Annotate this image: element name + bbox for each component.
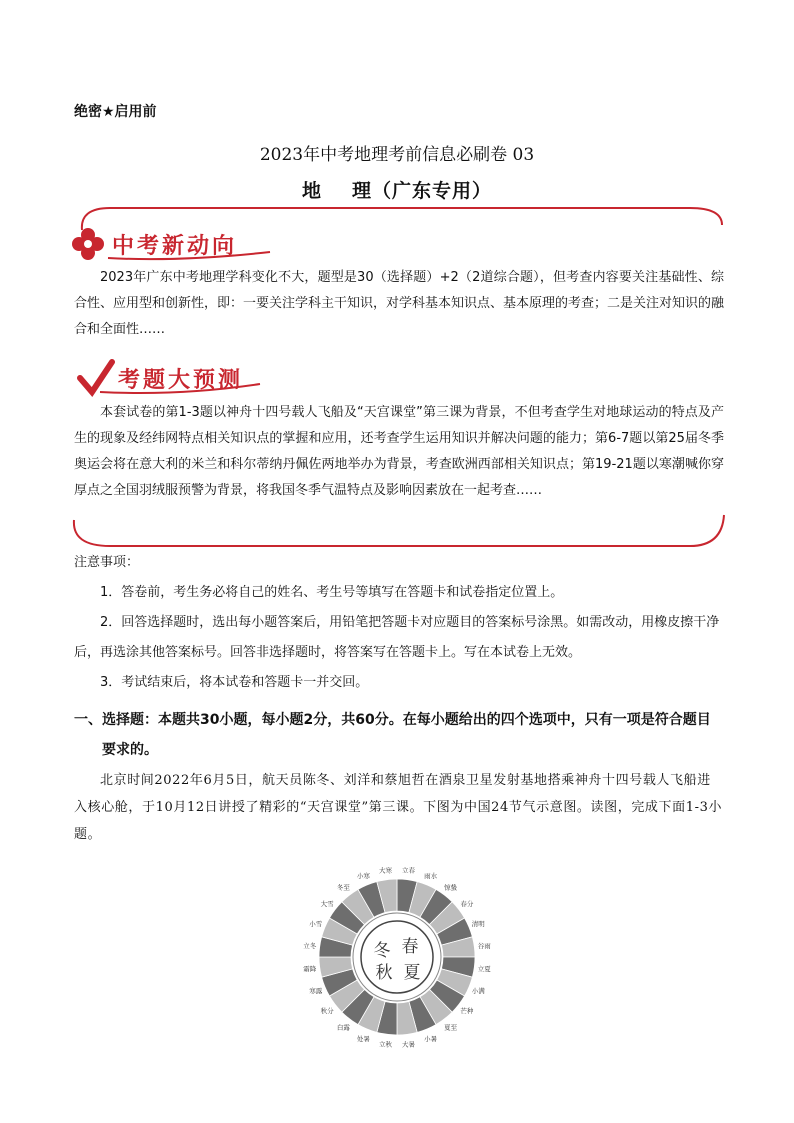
solar-term-label: 立秋 <box>379 1040 393 1049</box>
predictions-text <box>74 400 724 504</box>
solar-term-label: 小满 <box>471 987 485 996</box>
solar-term-label: 冬至 <box>336 883 350 892</box>
subject-rest: 理（广东专用） <box>352 180 493 202</box>
solar-term-label: 清明 <box>471 919 485 928</box>
solar-term-label: 寒露 <box>309 987 323 996</box>
solar-term-label: 立夏 <box>477 964 491 973</box>
center-char-winter: 冬 <box>373 941 391 961</box>
center-char-autumn: 秋 <box>375 963 393 983</box>
secret-label: 绝密★启用前 <box>74 104 157 120</box>
new-trends-text <box>74 265 724 343</box>
solar-terms-wheel <box>302 862 492 1052</box>
part1-heading-line2: 要求的。 <box>102 742 158 758</box>
solar-term-label: 秋分 <box>320 1007 334 1016</box>
solar-term-label: 白露 <box>336 1023 350 1032</box>
notes-heading: 注意事项： <box>74 555 140 570</box>
banner-predictions: 考题大预测 <box>118 368 244 393</box>
exam-title: 2023年中考地理考前信息必刷卷 03 <box>259 145 535 165</box>
solar-term-label: 处暑 <box>356 1034 370 1043</box>
note-item-2: 2．回答选择题时，选出每小题答案后，用铅笔把答题卡对应题目的答案标号涂黑。如需改动，用橡皮擦干净后，再选涂其他答案标号。回答非选择题时，将答案写在答题卡上。写在本试卷上无效。 <box>74 615 720 660</box>
center-char-spring: 春 <box>401 937 419 957</box>
solar-term-label: 小雪 <box>309 919 323 928</box>
solar-term-label: 立冬 <box>303 942 317 951</box>
solar-term-label: 春分 <box>460 899 474 908</box>
solar-term-label: 雨水 <box>424 872 438 881</box>
part1-heading <box>74 705 724 765</box>
part1-heading-line1: 一、选择题：本题共30小题，每小题2分，共60分。在每小题给出的四个选项中，只有一项是符合题目 <box>74 712 711 728</box>
question-intro-text: 北京时间2022年6月5日，航天员陈冬、刘洋和蔡旭哲在酒泉卫星发射基地搭乘神舟十四号载人飞船进入核心舱，于10月12日讲授了精彩的“天宫课堂”第三课。下图为中国24节气示意图。读图，完成下面1-3小题。 <box>74 773 723 842</box>
solar-term-label: 夏至 <box>444 1023 458 1032</box>
solar-term-label: 大雪 <box>320 899 334 908</box>
solar-term-label: 霜降 <box>303 964 317 973</box>
center-char-summer: 夏 <box>403 963 421 983</box>
solar-term-label: 小寒 <box>356 872 370 881</box>
new-trends-paragraph: 2023年广东中考地理学科变化不大，题型是30（选择题）+2（2道综合题），但考查内容要关注基础性、综合性、应用型和创新性，即：一要关注学科主干知识，对学科基本知识点、基本原理的考查；二是关注对知识的融合和全面性…… <box>74 270 725 337</box>
banner-new-trends: 中考新动向 <box>112 234 238 259</box>
subject-char: 地 <box>301 180 322 202</box>
solar-term-label: 大暑 <box>401 1040 415 1049</box>
solar-term-label: 大寒 <box>379 866 393 875</box>
solar-term-label: 谷雨 <box>477 942 491 951</box>
note-item-3: 3．考试结束后，将本试卷和答题卡一并交回。 <box>100 675 369 690</box>
flower-icon <box>72 228 104 260</box>
arrow-icon <box>80 362 112 392</box>
predictions-paragraph: 本套试卷的第1-3题以神舟十四号载人飞船及“天宫课堂”第三课为背景，不但考查学生对地球运动的特点及产生的现象及经纬网特点相关知识点的掌握和应用，还考查学生运用知识并解决问题的能力；第6-7题以第25届冬季奥运会将在意大利的米兰和科尔蒂纳丹佩佐两地举办为背景，考查欧洲西部相关知识点；第19-21题以寒潮喊你穿厚点之全国羽绒服预警为背景，将我国冬季气温特点及影响因素放在一起考查…… <box>74 405 724 498</box>
note-item-1: 1．答卷前，考生务必将自己的姓名、考生号等填写在答题卡和试卷指定位置上。 <box>100 585 564 600</box>
notes-block <box>74 548 724 698</box>
solar-term-label: 立春 <box>401 866 415 875</box>
solar-term-label: 小暑 <box>424 1034 438 1043</box>
solar-term-label: 惊蛰 <box>444 883 458 892</box>
question-intro <box>74 767 724 848</box>
solar-term-label: 芒种 <box>460 1007 474 1016</box>
